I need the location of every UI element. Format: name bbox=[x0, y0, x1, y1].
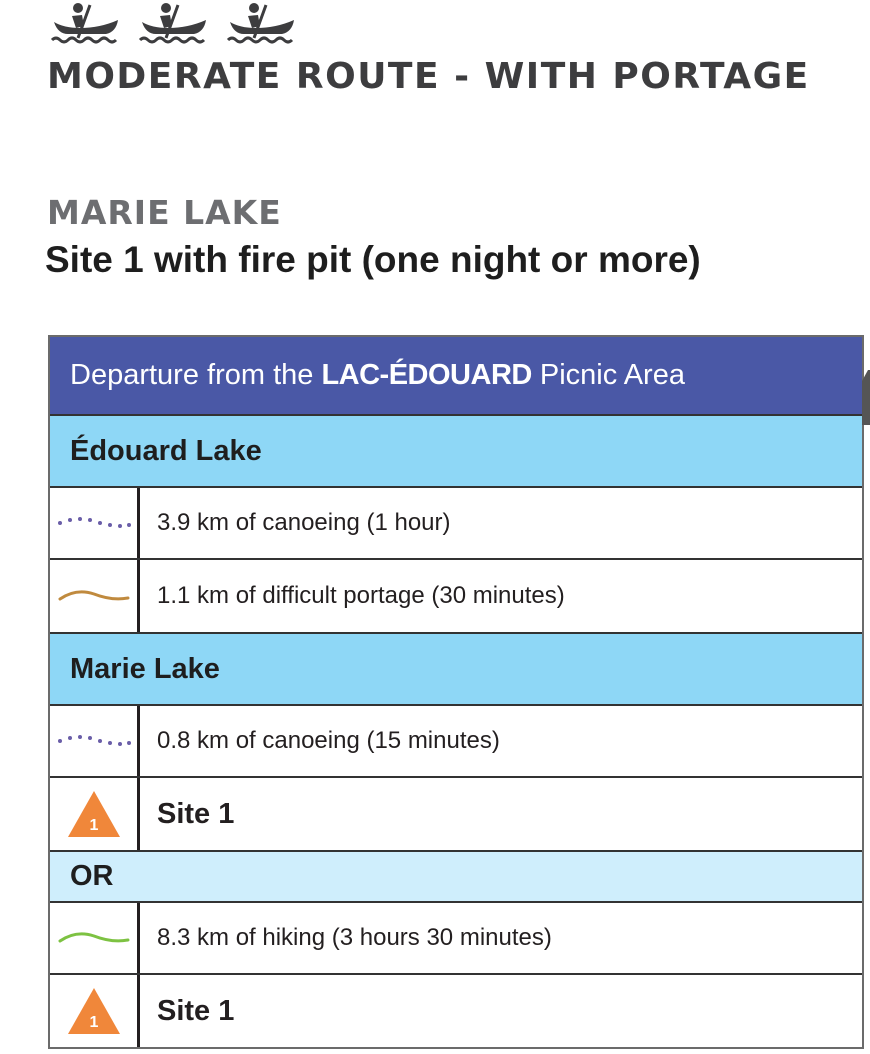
campsite-label: Site 1 bbox=[157, 797, 235, 830]
departure-header bbox=[50, 337, 862, 414]
lake-header-edouard bbox=[50, 414, 862, 486]
route-title: MODERATE ROUTE - WITH PORTAGE bbox=[47, 56, 810, 97]
icon-cell bbox=[50, 560, 140, 632]
lake-label: Édouard Lake bbox=[70, 434, 262, 467]
or-label: OR bbox=[70, 860, 114, 892]
campsite-label: Site 1 bbox=[157, 994, 235, 1027]
canoe-icon bbox=[50, 2, 120, 44]
or-separator bbox=[50, 850, 862, 901]
svg-text:1: 1 bbox=[89, 817, 98, 834]
route-step bbox=[50, 901, 862, 973]
portage-trail-icon bbox=[56, 586, 132, 606]
icon-cell bbox=[50, 488, 140, 558]
difficulty-rating bbox=[50, 2, 296, 44]
step-text: 1.1 km of difficult portage (30 minutes) bbox=[157, 582, 565, 609]
route-step bbox=[50, 486, 862, 558]
step-text: 0.8 km of canoeing (15 minutes) bbox=[157, 727, 500, 754]
campsite-row bbox=[50, 776, 862, 850]
step-text: 3.9 km of canoeing (1 hour) bbox=[157, 509, 451, 536]
icon-cell bbox=[50, 706, 140, 776]
icon-cell bbox=[50, 975, 140, 1047]
canoe-route-dotted-icon bbox=[56, 731, 132, 751]
lake-label: Marie Lake bbox=[70, 652, 220, 685]
route-step bbox=[50, 704, 862, 776]
campsite-row bbox=[50, 973, 862, 1047]
step-text: 8.3 km of hiking (3 hours 30 minutes) bbox=[157, 924, 552, 951]
departure-prefix: Departure from the bbox=[70, 359, 322, 391]
route-step bbox=[50, 558, 862, 632]
lake-header-marie bbox=[50, 632, 862, 704]
departure-place: LAC-ÉDOUARD bbox=[321, 359, 532, 391]
hiking-trail-icon bbox=[56, 928, 132, 948]
route-table bbox=[48, 335, 864, 1049]
canoe-icon bbox=[226, 2, 296, 44]
lake-title: MARIE LAKE bbox=[47, 193, 282, 232]
campsite-triangle-icon bbox=[66, 789, 122, 839]
icon-cell bbox=[50, 903, 140, 973]
campsite-triangle-icon bbox=[66, 986, 122, 1036]
site-subtitle: Site 1 with fire pit (one night or more) bbox=[45, 239, 701, 280]
icon-cell bbox=[50, 778, 140, 850]
canoe-route-dotted-icon bbox=[56, 513, 132, 533]
departure-suffix: Picnic Area bbox=[531, 359, 685, 391]
svg-text:1: 1 bbox=[89, 1014, 98, 1031]
canoe-icon bbox=[138, 2, 208, 44]
